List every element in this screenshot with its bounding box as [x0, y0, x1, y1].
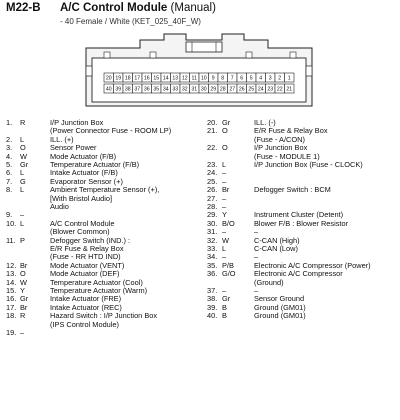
pin-number: 11. [6, 235, 16, 245]
pin-description: Hazard Switch : I/P Junction Box [50, 311, 158, 321]
pin-wire-color: O [222, 126, 228, 136]
pin-cell-label: 2 [278, 75, 282, 82]
pin-wire-color: – [222, 176, 227, 186]
pin-description: (Ground) [254, 277, 284, 287]
pin-cell-label: 26 [238, 86, 245, 93]
pin-wire-color: B [222, 311, 227, 321]
pin-description: Mode Actuator (F/B) [50, 151, 117, 161]
pin-cell-label: 23 [267, 86, 274, 93]
pin-number: 33. [207, 244, 218, 253]
pin-wire-color: G/O [222, 269, 236, 279]
pin-description: C-CAN (Low) [254, 244, 298, 253]
pin-number: 22. [207, 143, 218, 153]
connector-lock-tab [186, 42, 222, 52]
pin-number: 26. [207, 185, 218, 195]
pin-number: 29. [207, 210, 218, 220]
connector-diagram [0, 28, 400, 118]
pin-wire-color: Gr [20, 160, 29, 169]
pin-number: 31. [207, 227, 218, 237]
pin-wire-color: L [222, 160, 227, 169]
pin-number: 19. [6, 328, 17, 337]
pin-number: 16. [6, 294, 17, 304]
pin-wire-color: Br [222, 185, 230, 195]
pin-number: 32. [207, 235, 218, 245]
connector-code: M22-B [6, 2, 41, 14]
pin-number: 18. [6, 311, 17, 321]
connector-title-main: A/C Control Module [60, 2, 168, 14]
pin-description: I/P Junction Box [50, 118, 104, 127]
pin-wire-color: Gr [20, 294, 29, 304]
pin-description: Intake Actuator (F/B) [50, 168, 118, 178]
pin-number: 34. [207, 252, 218, 262]
pin-cell-label: 21 [286, 86, 293, 93]
pin-number: 14. [6, 277, 17, 287]
pin-number: 40. [207, 311, 218, 321]
pin-wire-color: – [222, 252, 227, 262]
pin-wire-color: L [20, 168, 25, 178]
pin-cell-label: 35 [153, 86, 160, 93]
pin-number: 38. [207, 294, 218, 304]
pin-number: 12. [6, 260, 17, 270]
pin-list [0, 119, 400, 419]
pin-cell-label: 1 [287, 75, 291, 82]
pin-description: Intake Actuator (REC) [50, 302, 122, 312]
pin-cell-label: 14 [162, 75, 169, 82]
pin-wire-color: L [20, 218, 25, 228]
pin-wire-color: R [20, 118, 26, 127]
pin-wire-color: Y [222, 210, 227, 220]
pin-number: 17. [6, 302, 17, 312]
pin-number: 27. [207, 193, 218, 203]
pin-number: 4. [6, 151, 13, 161]
connector-title-suffix: (Manual) [170, 2, 216, 14]
pin-description: Instrument Cluster (Detent) [254, 210, 344, 220]
pin-cell-label: 17 [134, 75, 141, 82]
pin-wire-color: W [20, 151, 27, 161]
pin-description: E/R Fuse & Relay Box [50, 243, 124, 253]
connector-left-rib [86, 66, 92, 76]
pin-description: A/C Control Module [50, 218, 115, 228]
pin-wire-color: O [20, 143, 26, 153]
pin-wire-color: W [20, 277, 27, 287]
pin-cell-label: 18 [124, 75, 131, 82]
pin-cell-label: 19 [115, 75, 122, 82]
pin-cell-label: 29 [210, 86, 217, 93]
pin-wire-color: – [222, 168, 227, 178]
pin-description: Temperature Actuator (Warm) [50, 286, 148, 295]
pin-description: I/P Junction Box (Fuse - CLOCK) [254, 160, 363, 169]
pin-cell-label: 36 [143, 86, 150, 93]
pin-description: (Fuse - MODULE 1) [254, 151, 320, 161]
pin-description: Electronic A/C Compressor (Power) [254, 260, 371, 270]
pin-wire-color: Br [20, 302, 28, 312]
pin-description: (Power Connector Fuse - ROOM LP) [50, 126, 172, 136]
pin-cell-label: 11 [191, 75, 197, 82]
pin-cell-label: 32 [181, 86, 188, 93]
pin-description: – [254, 227, 259, 237]
pin-number: 6. [6, 168, 13, 178]
pin-description: – [254, 252, 259, 262]
pin-number: 37. [207, 286, 218, 295]
pin-number: 21. [207, 126, 218, 136]
pin-wire-color: O [222, 143, 228, 153]
pin-wire-color: G [20, 176, 26, 186]
pin-description: (Blower Common) [50, 227, 110, 237]
pin-description: Temperature Actuator (Cool) [50, 277, 143, 287]
pin-cell-label: 20 [105, 75, 112, 82]
pin-wire-color: P/B [222, 260, 234, 270]
pin-description: [With Bristol Audio] [50, 193, 113, 203]
pin-description: (Fuse - RR HTD IND) [50, 252, 121, 262]
pin-cell-label: 33 [172, 86, 179, 93]
pin-wire-color: L [222, 244, 227, 253]
pin-cell-label: 16 [143, 75, 150, 82]
pin-description: E/R Fuse & Relay Box [254, 126, 328, 136]
pin-description: (IPS Control Module) [50, 319, 120, 329]
pin-cell-label: 4 [259, 75, 263, 82]
pin-description: Audio [50, 201, 69, 211]
pin-number: 24. [207, 168, 218, 178]
pin-description: Defogger Switch (IND.) : [50, 235, 131, 245]
pin-wire-color: O [20, 269, 26, 279]
pin-cell-label: 40 [105, 86, 112, 93]
pin-wire-color: B [222, 302, 227, 312]
pin-cell-label: 25 [248, 86, 255, 93]
pin-description: Ground (GM01) [254, 311, 306, 321]
pin-wire-color: – [20, 328, 25, 337]
pin-wire-color: Br [20, 260, 28, 270]
pin-cell-label: 24 [257, 86, 264, 93]
pin-cell-label: 12 [181, 75, 188, 82]
pin-number: 2. [6, 134, 13, 144]
pin-description: – [254, 286, 259, 295]
pin-number: 9. [6, 210, 13, 220]
pin-wire-color: Gr [222, 118, 231, 127]
pin-description: Ambient Temperature Sensor (+), [50, 185, 160, 195]
pin-wire-color: L [20, 134, 25, 144]
pin-wire-color: – [222, 193, 227, 203]
pin-description: Blower F/B : Blower Resistor [254, 218, 349, 228]
pin-cell-label: 22 [276, 86, 283, 93]
pin-wire-color: P [20, 235, 25, 245]
pin-description: Mode Actuator (DEF) [50, 269, 120, 279]
pin-cell-label: 30 [200, 86, 207, 93]
pin-wire-color: – [222, 227, 227, 237]
pin-cell-label: 13 [172, 75, 179, 82]
pin-number: 35. [207, 260, 218, 270]
pin-number: 10. [6, 218, 17, 228]
pin-number: 30. [207, 218, 218, 228]
pin-wire-color: W [222, 235, 229, 245]
pin-number: 7. [6, 176, 13, 186]
connector-subtitle: - 40 Female / White (KET_025_40F_W) [60, 17, 201, 26]
pin-wire-color: R [20, 311, 26, 321]
pin-number: 15. [6, 286, 17, 295]
pin-description: ILL. (-) [254, 118, 276, 127]
pin-description: Defogger Switch : BCM [254, 185, 331, 195]
pin-number: 28. [207, 202, 218, 211]
pin-description: Sensor Power [50, 143, 97, 153]
pin-cell-label: 3 [268, 75, 272, 82]
pin-cell-label: 37 [134, 86, 141, 93]
pin-cell-label: 6 [240, 75, 244, 82]
connector-right-rib [306, 66, 312, 76]
pin-wire-color: B/O [222, 218, 235, 228]
pin-description: (Fuse - A/CON) [254, 134, 305, 144]
pin-cell-label: 27 [229, 86, 236, 93]
pin-cell-label: 7 [230, 75, 234, 82]
pin-description: Evaporator Sensor (+) [50, 176, 123, 186]
pin-cell-label: 34 [162, 86, 169, 93]
pin-description: ILL. (+) [50, 134, 74, 144]
pin-cell-label: 10 [200, 75, 207, 82]
pin-description: Temperature Actuator (F/B) [50, 160, 140, 169]
pin-description: Electronic A/C Compressor [254, 269, 343, 279]
pin-cell-label: 15 [153, 75, 160, 82]
pin-number: 20. [207, 118, 218, 127]
pin-number: 13. [6, 269, 17, 279]
pin-description: Mode Actuator (VENT) [50, 260, 125, 270]
pin-number: 3. [6, 143, 13, 153]
pin-description: C-CAN (High) [254, 235, 300, 245]
pin-cell-label: 8 [221, 75, 225, 82]
pin-cell-label: 31 [191, 86, 198, 93]
pin-description: Ground (GM01) [254, 302, 306, 312]
pin-wire-color: – [222, 286, 227, 295]
pin-wire-color: L [20, 185, 25, 195]
pin-description: Sensor Ground [254, 294, 305, 304]
pin-cell-label: 28 [219, 86, 226, 93]
pin-number: 39. [207, 302, 218, 312]
pin-cell-label: 5 [249, 75, 253, 82]
pin-wire-color: – [20, 210, 25, 220]
pin-number: 5. [6, 160, 13, 169]
pin-description: I/P Junction Box [254, 143, 308, 153]
pin-description: Intake Actuator (FRE) [50, 294, 122, 304]
pin-number: 23. [207, 160, 218, 169]
pin-number: 36. [207, 269, 218, 279]
connector-title [60, 2, 216, 14]
pin-number: 8. [6, 185, 13, 195]
pin-wire-color: Y [20, 286, 25, 295]
pin-number: 25. [207, 176, 218, 186]
pin-cell-label: 39 [115, 86, 122, 93]
pin-number: 1. [6, 118, 13, 127]
pin-cell-label: 9 [211, 75, 215, 82]
pin-wire-color: Gr [222, 294, 231, 304]
pin-wire-color: – [222, 202, 227, 211]
pin-cell-label: 38 [124, 86, 131, 93]
